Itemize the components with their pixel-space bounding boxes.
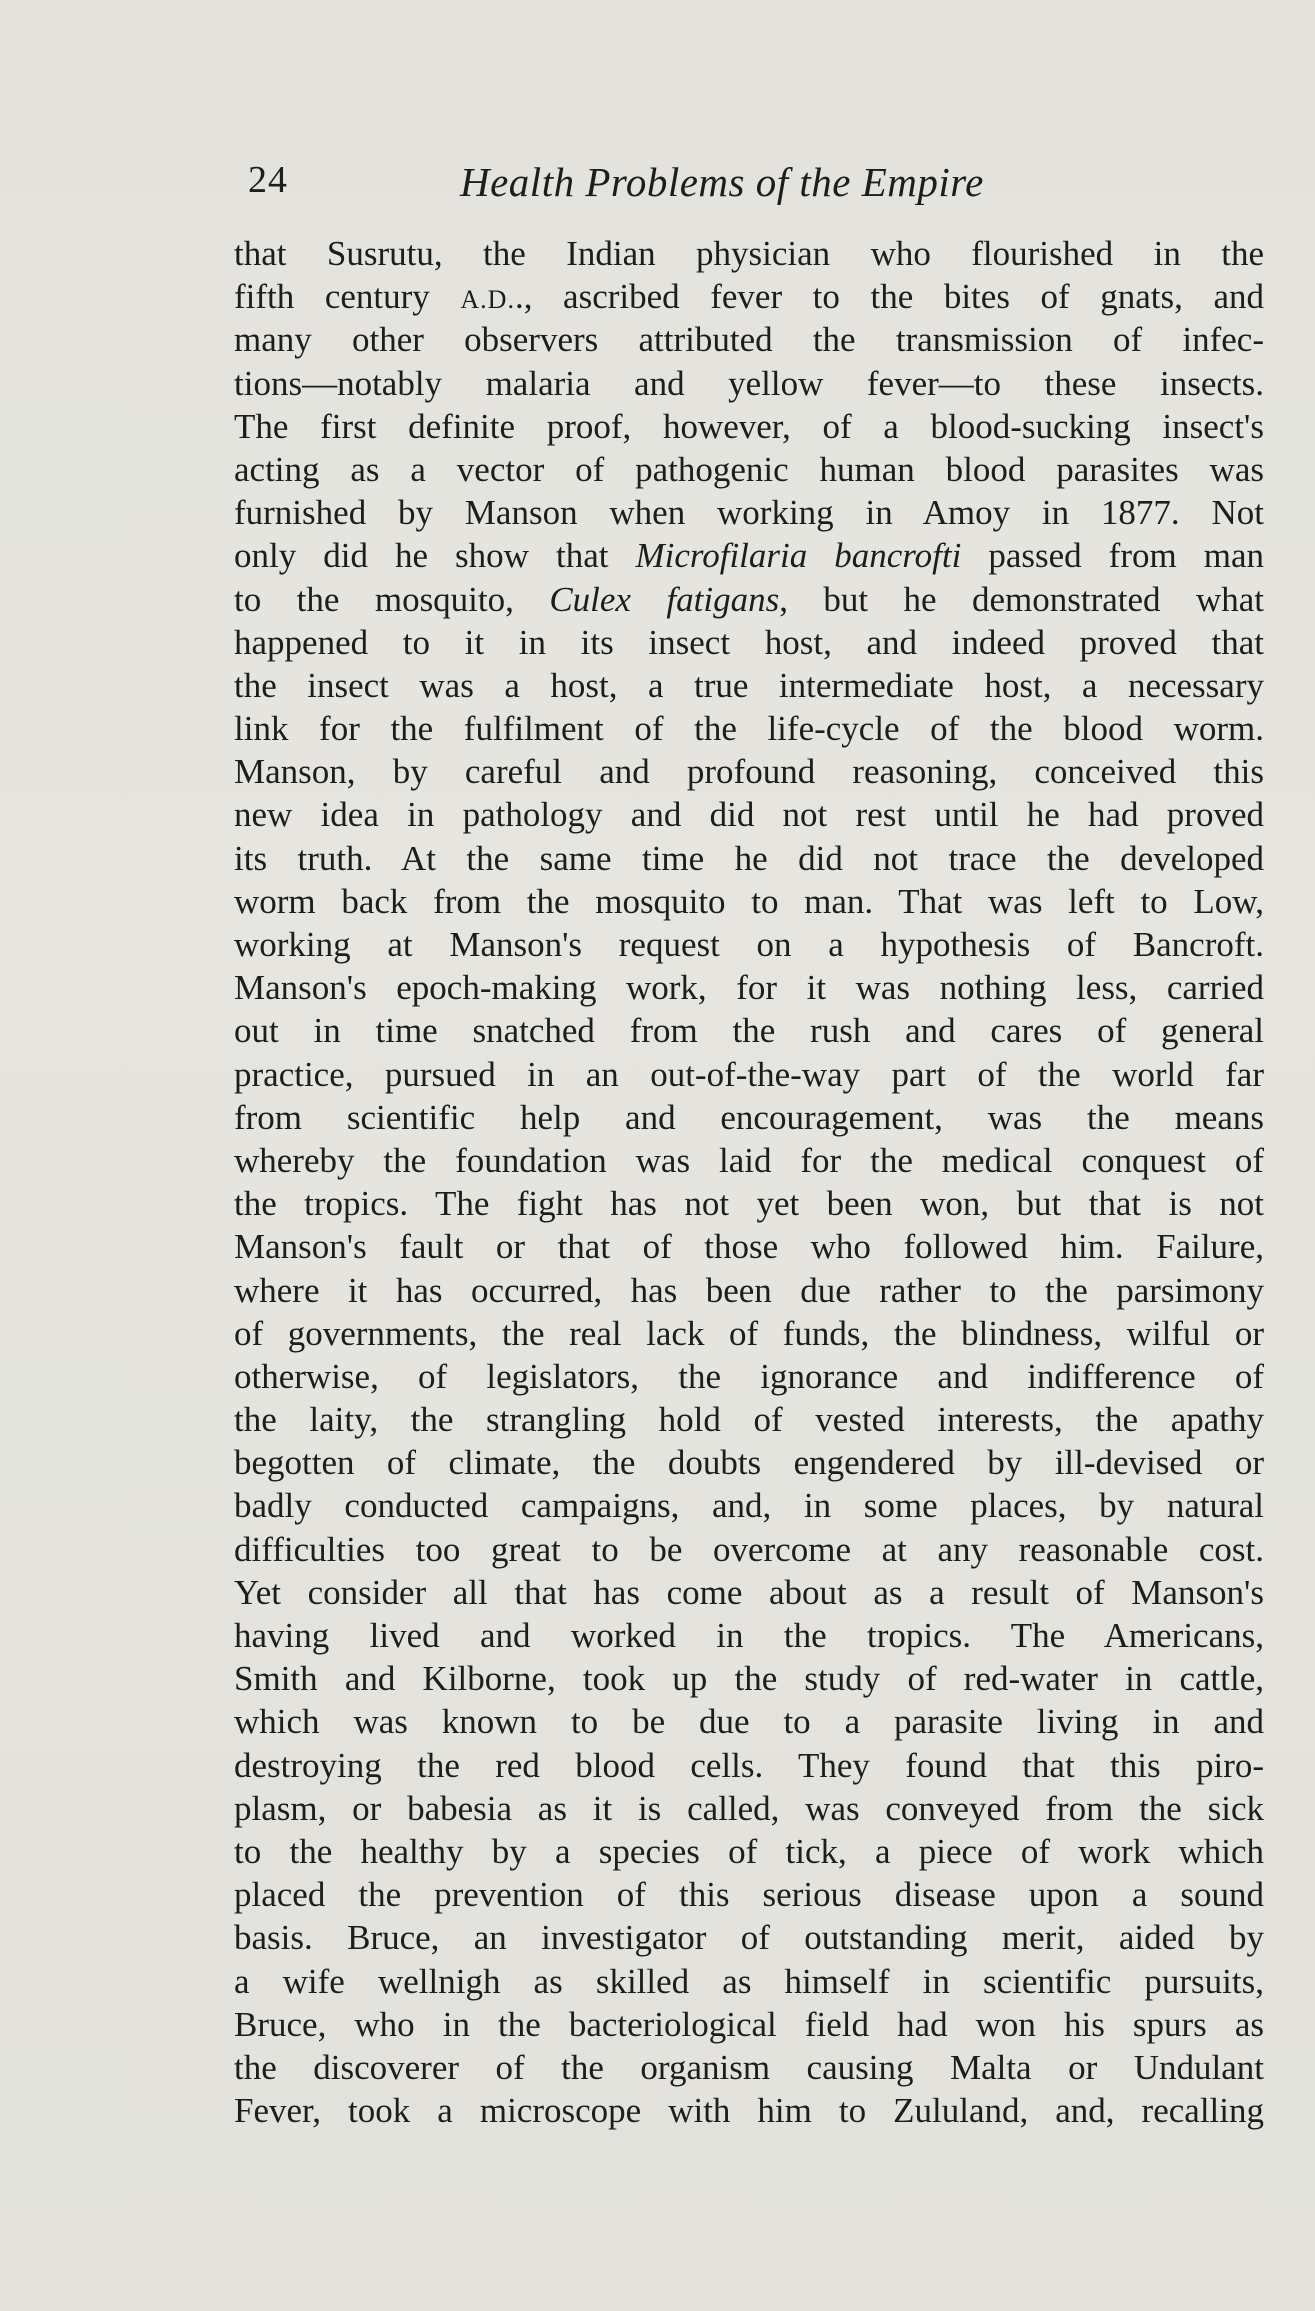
text-line: Smith and Kilborne, took up the study of red-water in cattle, — [234, 1659, 1264, 1699]
text-line: the insect was a host, a true intermediate host, a necessary — [234, 665, 1264, 705]
text-line: Manson's fault or that of those who followed him. Failure, — [234, 1227, 1264, 1267]
text-segment: only did he show that — [234, 536, 609, 576]
text-segment: ., ascribed fever to the bites of gnats, and — [514, 277, 1264, 317]
text-line: a wife wellnigh as skilled as himself in scientific pursuits, — [234, 1961, 1264, 2001]
text-line: working at Manson's request on a hypothesis of Bancroft. — [234, 925, 1264, 964]
text-line: having lived and worked in the tropics. The Americans, — [234, 1616, 1264, 1655]
text-line: worm back from the mosquito to man. That was left to Low, — [234, 881, 1264, 921]
text-line: plasm, or babesia as it is called, was conveyed from the sick — [234, 1788, 1264, 1828]
text-line — [234, 275, 1264, 318]
text-segment: , but he demonstrated what — [779, 579, 1264, 619]
text-segment: fifth century — [234, 277, 430, 317]
text-line — [234, 534, 1264, 577]
text-line: the tropics. The fight has not yet been won, but that is not — [234, 1184, 1264, 1224]
running-head: Health Problems of the Empire — [460, 159, 984, 205]
text-line: placed the prevention of this serious disease upon a sound — [234, 1875, 1264, 1915]
page-header — [248, 158, 1258, 218]
text-line: Manson's epoch-making work, for it was nothing less, carried — [234, 968, 1264, 1008]
text-segment: to the mosquito, — [234, 579, 514, 619]
text-line: basis. Bruce, an investigator of outstanding merit, aided by — [234, 1918, 1264, 1958]
text-line: Bruce, who in the bacteriological field had won his spurs as — [234, 2004, 1264, 2044]
text-line: Manson, by careful and profound reasoning, conceived this — [234, 752, 1264, 792]
text-line: destroying the red blood cells. They found that this piro- — [234, 1745, 1264, 1785]
text-line: happened to it in its insect host, and indeed proved that — [234, 622, 1264, 662]
text-line: the laity, the strangling hold of vested interests, the apathy — [234, 1400, 1264, 1440]
text-line: begotten of climate, the doubts engendered by ill-devised or — [234, 1443, 1264, 1483]
text-line: acting as a vector of pathogenic human blood parasites was — [234, 449, 1264, 489]
text-line: difficulties too great to be overcome at any reasonable cost. — [234, 1529, 1264, 1569]
era-abbreviation: A.D. — [460, 285, 515, 315]
text-line: where it has occurred, has been due rather to the parsimony — [234, 1270, 1264, 1310]
text-line: new idea in pathology and did not rest until he had proved — [234, 795, 1264, 835]
text-line: out in time snatched from the rush and cares of general — [234, 1011, 1264, 1051]
text-line: that Susrutu, the Indian physician who flourished in the — [234, 234, 1264, 273]
species-name: Culex fatigans — [549, 579, 780, 619]
body-text — [234, 232, 1264, 2132]
text-line: which was known to be due to a parasite living in and — [234, 1702, 1264, 1742]
text-line: otherwise, of legislators, the ignorance and indifference of — [234, 1356, 1264, 1396]
text-line: Yet consider all that has come about as a result of Manson's — [234, 1572, 1264, 1612]
species-name: Microfilaria bancrofti — [635, 536, 962, 576]
text-line: whereby the foundation was laid for the medical conquest of — [234, 1140, 1264, 1180]
text-line: practice, pursued in an out-of-the-way part of the world far — [234, 1054, 1264, 1094]
text-line: to the healthy by a species of tick, a piece of work which — [234, 1831, 1264, 1871]
text-line: Fever, took a microscope with him to Zululand, and, recalling — [234, 2091, 1264, 2131]
text-line: link for the fulfilment of the life-cycle of the blood worm. — [234, 709, 1264, 749]
text-line: furnished by Manson when working in Amoy in 1877. Not — [234, 493, 1264, 533]
text-segment: passed from man — [988, 536, 1264, 576]
page-number: 24 — [248, 159, 288, 201]
text-line: badly conducted campaigns, and, in some places, by natural — [234, 1486, 1264, 1526]
text-line: its truth. At the same time he did not trace the developed — [234, 838, 1264, 878]
text-line: tions—notably malaria and yellow fever—to these insects. — [234, 363, 1264, 403]
text-line — [234, 578, 1264, 621]
text-line: The first definite proof, however, of a blood-sucking insect's — [234, 406, 1264, 446]
text-line: the discoverer of the organism causing Malta or Undulant — [234, 2047, 1264, 2087]
text-line: many other observers attributed the transmission of infec- — [234, 320, 1264, 360]
text-line: of governments, the real lack of funds, the blindness, wilful or — [234, 1313, 1264, 1353]
text-line: from scientific help and encouragement, was the means — [234, 1097, 1264, 1137]
